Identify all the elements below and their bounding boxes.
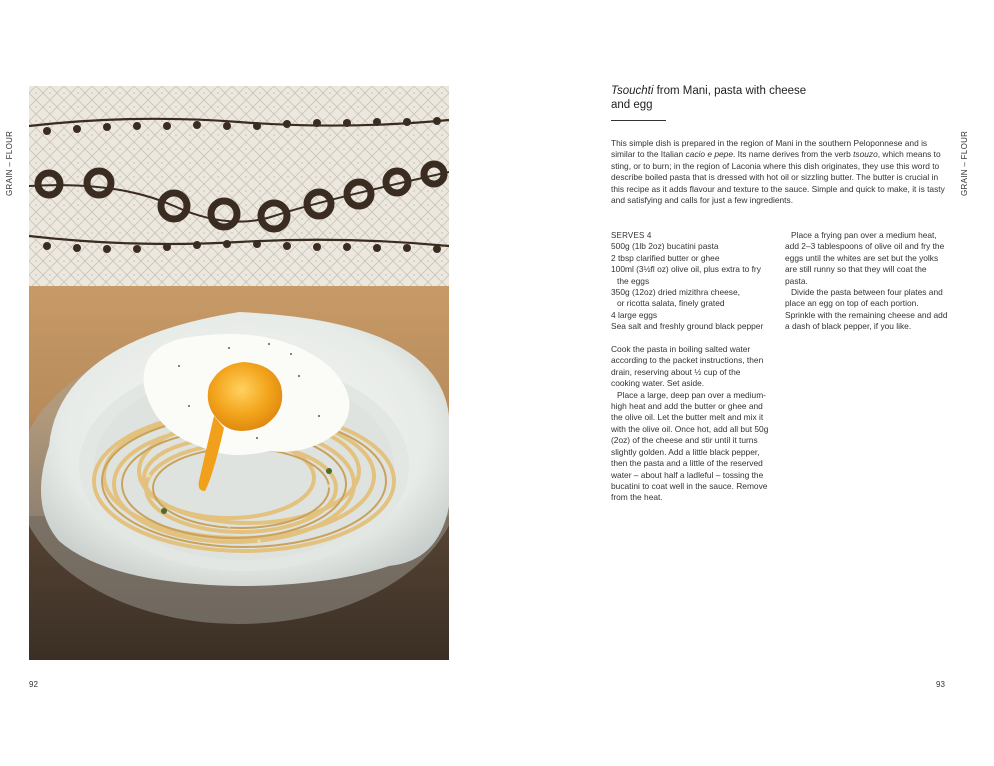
left-column (611, 230, 771, 504)
recipe-title (611, 84, 811, 112)
recipe-title-italic: Tsouchti (611, 85, 654, 97)
ingredient-item: Sea salt and freshly ground black pepper (611, 321, 764, 332)
method-step: Place a frying pan over a medium heat, add 2–3 tablespoons of olive oil and fry the eggs until the whites are set but the yolks are still runny so that they will coat the pasta. (785, 230, 945, 286)
intro-paragraph (611, 138, 947, 206)
intro-run: This simple dish is prepared in the region of Mani in the southern Peloponnese and is similar to the Italian (611, 138, 928, 160)
intro-run: . Its name derives from the verb (732, 149, 854, 160)
section-label-right: GRAIN – FLOUR (960, 130, 969, 196)
right-column (785, 230, 950, 333)
method-left (611, 344, 771, 504)
recipe-intro (611, 138, 947, 206)
title-rule (611, 120, 666, 121)
ingredient-item: 2 tbsp clarified butter or ghee (611, 252, 720, 263)
ingredient-item: 350g (12oz) dried mizithra cheese, (611, 287, 740, 298)
page-number-left: 92 (29, 680, 38, 689)
page-number-right: 93 (936, 680, 945, 689)
intro-run: cacio e pepe (685, 149, 733, 160)
serves-label: SERVES 4 (611, 231, 652, 240)
recipe-photo (29, 86, 449, 660)
method-step: Cook the pasta in boiling salted water according to the packet instructions, then drain, reserving about ½ cup of the cooking water. Set aside. (611, 344, 764, 389)
method-step: Divide the pasta between four plates and place an egg on top of each portion. Sprinkle with the remaining cheese and add a dash of black pepper, if you like. (785, 287, 948, 332)
ingredient-item: 500g (1lb 2oz) bucatini pasta (611, 241, 719, 252)
recipe-title-rest: from Mani, pasta with cheese and egg (611, 85, 807, 111)
intro-run: tsouzo (853, 149, 878, 160)
ingredient-item: the eggs (617, 275, 650, 286)
ingredient-item: 4 large eggs (611, 309, 658, 320)
intro-run: , which means to sting, or to burn; in the region of Laconia where this dish originates, they use this word to describe boiled pasta that is dressed with hot oil or sizzling butter. The butter is crucial in this recipe as it adds flavour and texture to the sauce. Simple and quick to make, it is tasty and satisfying and calls for just a few ingredients. (611, 149, 945, 206)
ingredients-list (611, 230, 771, 333)
section-label-left: GRAIN – FLOUR (5, 130, 14, 196)
method-step: Place a large, deep pan over a medium-high heat and add the butter or ghee and the olive oil. Let the butter melt and mix it with the olive oil. Once hot, add all but 50g (2oz) of the cheese and stir until it turns slightly golden. Add a little black pepper, then the pasta and a little of the reserved water – about half a ladleful – tossing the bucatini to coat well in the sauce. Remove from the heat. (611, 389, 769, 503)
method-right (785, 230, 950, 333)
ingredient-item: 100ml (3½fl oz) olive oil, plus extra to fry (611, 264, 761, 275)
ingredient-item: or ricotta salata, finely grated (617, 298, 725, 309)
